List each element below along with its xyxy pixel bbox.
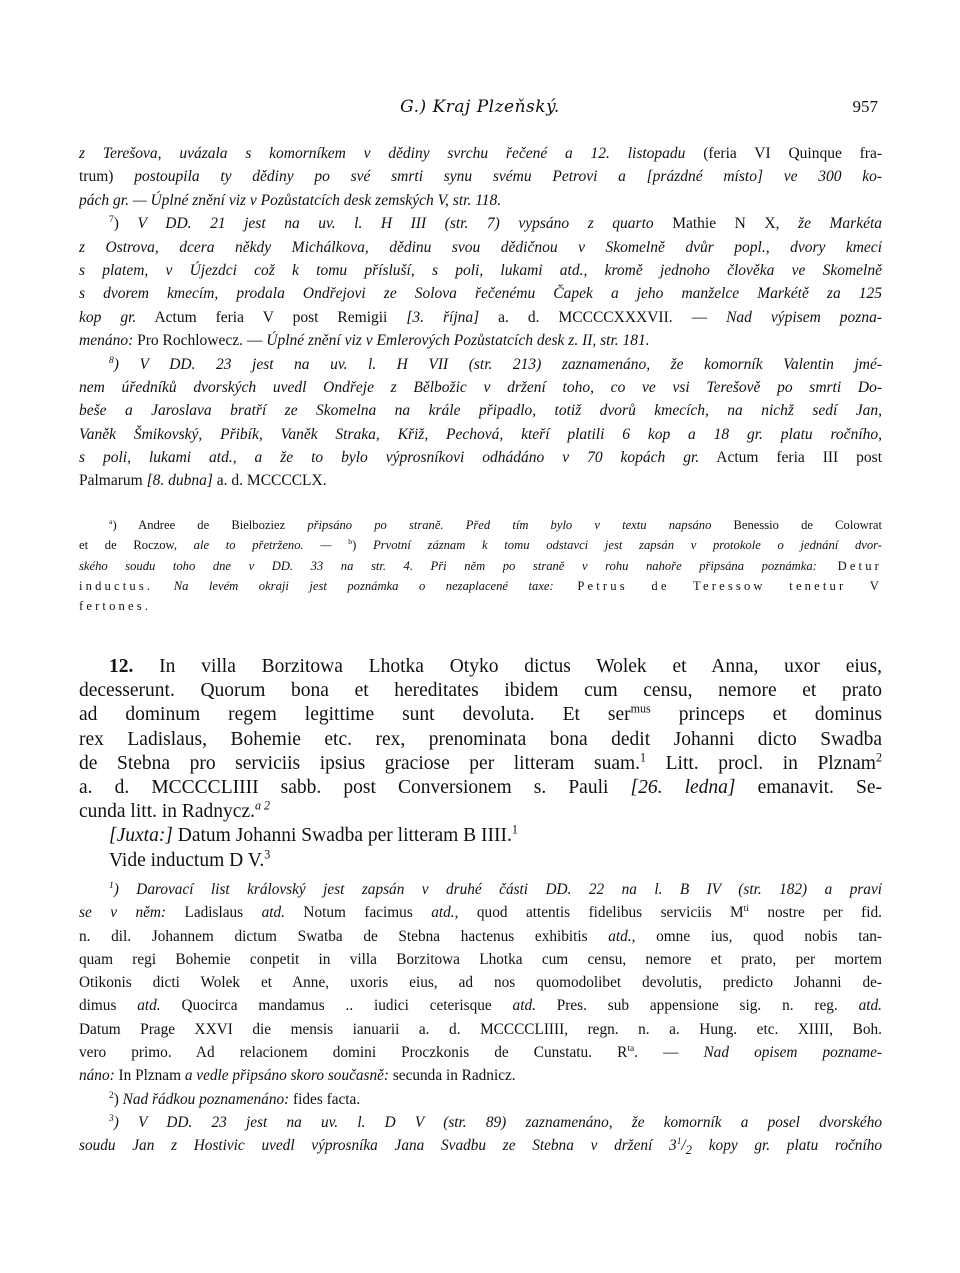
footnote-8: $^8$) V DD. 23 jest na uv. l. H VII (str. 213) zaznamenáno, že komorník Valentin jmé- — [109, 354, 882, 373]
entry-line: de Stebna pro serviciis ipsius graciose per litteram suam.$^1$ Litt. procl. in Plznam$^2$ — [79, 751, 882, 774]
footnote-line: beše a Jaroslava bratří ze Skomelna na krále připadlo, totiž dvorů kmecích, na nichž sedí Jan, — [79, 402, 882, 420]
apparatus-line: ského soudu toho dne v DD. 33 na str. 4. Při něm po straně v rohu nahoře připsána poznámka: Detur — [79, 558, 882, 573]
footnote-line: soudu Jan z Hostivic uvedl výprosníka Jana Svadbu ze Stebna v držení $3^1/_2$ kopy gr. platu ročního — [79, 1137, 882, 1158]
apparatus-notes — [79, 515, 882, 616]
footnotes-bottom — [79, 878, 882, 1158]
running-title: G.) Kraj Plzeňský. — [400, 97, 560, 117]
footnote-line: s dvorem kmecím, prodala Ondřejovi ze Solova řečenému Čapek a jeho manželce Markétě za 125 — [79, 285, 882, 303]
entry-line: a. d. MCCCCLIIII sabb. post Conversionem s. Pauli [26. ledna] emanavit. Se- — [79, 776, 882, 798]
entry-line: rex Ladislaus, Bohemie etc. rex, prenominata bona dedit Johanni dicto Swadba — [79, 728, 882, 750]
footnote-line: náno: In Plznam a vedle připsáno skoro současně: secunda in Radnicz. — [79, 1067, 516, 1085]
footnote-line: s platem, v Újezdci což k tomu přísluší, s poli, lukami atd., kromě jednoho člověka ve Skomelně — [79, 261, 882, 279]
footnotes-top — [79, 142, 882, 493]
page-number: 957 — [852, 97, 878, 116]
footnote-1: $^1$) Darovací list královský jest zapsán v druhé části DD. 22 na l. B IV (str. 182) a praví — [109, 880, 882, 898]
footnote-line: dimus atd. Quocirca mandamus .. iudici ceterisque atd. Pres. sub appensione sig. n. reg. atd. — [79, 997, 882, 1015]
footnote-line: n. dil. Johannem dictum Swatba de Stebna hactenus exhibitis atd., omne ius, quod nobis tan- — [79, 927, 882, 945]
page-header — [0, 97, 960, 121]
entry-line: decesserunt. Quorum bona et hereditates ibidem cum censu, nemore et prato — [79, 680, 882, 702]
footnote-7: $^7$) V DD. 21 jest na uv. l. H III (str. 7) vypsáno z quarto Mathie N X, že Markéta — [109, 214, 882, 233]
footnote-line: vero primo. Ad relacionem domini Proczkonis de Cunstatu. $R^{ta}$. — Nad opisem pozname- — [79, 1043, 882, 1062]
entry-number: 12. — [109, 656, 134, 677]
footnote-2: $^2$) Nad řádkou poznamenáno: fides facta. — [109, 1090, 361, 1108]
entry-12 — [79, 655, 882, 873]
entry-line: cunda litt. in Radnycz.$^{a 2}$ — [79, 800, 271, 823]
footnote-line: quam regi Bohemie conpetit in villa Borzitowa Lhotka cum censu, nemore et prato, per mortem — [79, 950, 882, 968]
footnote-3: $^3$) V DD. 23 jest na uv. l. D V (str. 89) zaznamenáno, že komorník a posel dvorského — [109, 1113, 882, 1131]
footnote-line: trum) postoupila ty dědiny po své smrti synu svému Petrovi a [prázdné místo] ve 300 ko- — [79, 168, 882, 186]
apparatus-line: inductus. Na levém okraji jest poznámka o nezaplacené taxe: Petrus de Teressow tenetur V — [79, 578, 882, 593]
footnote-line: pách gr. — Úplné znění viz v Pozůstatcích desk zemských V, str. 118. — [79, 191, 502, 209]
footnote-line: Otikonis dicti Wolek et Anne, uxoris eius, ad nos quomodolibet devolutis, predicto Johanni de- — [79, 974, 882, 992]
footnote-line: se v něm: Ladislaus atd. Notum facimus atd., quod attentis fidelibus serviciis $M^{ti}$ nostre per fid. — [79, 904, 882, 922]
apparatus-note-a: $^a$) Andree de Bielboziez připsáno po straně. Před tím bylo v textu napsáno Benessio de Colowrat — [109, 516, 882, 532]
footnote-line: kop gr. Actum feria V post Remigii [3. října] a. d. MCCCCXXXVII. — Nad výpisem pozna- — [79, 308, 882, 326]
entry-line: ad dominum regem legittime sunt devoluta. Et ser$^{mus}$ princeps et dominus — [79, 703, 882, 726]
entry-line: Vide inductum D V.$^3$ — [109, 848, 271, 871]
entry-line: 12. In villa Borzitowa Lhotka Otyko dictus Wolek et Anna, uxor eius, — [109, 656, 882, 677]
apparatus-line: fertones. — [79, 599, 152, 614]
footnote-line: Palmarum [8. dubna] a. d. MCCCCLX. — [79, 472, 327, 490]
footnote-line: menáno: Pro Rochlowecz. — Úplné znění viz v Emlerových Pozůstatcích desk z. II, str. 181. — [79, 332, 650, 350]
apparatus-note-b: et de Roczow, ale to přetrženo. — $^b$) Prvotní záznam k tomu odstavci jest zapsán v protokole o jednání dvor- — [79, 537, 882, 553]
footnote-line: Vaněk Šmikovský, Přibík, Vaněk Straka, Křiž, Pechová, kteří platili 6 kop a 18 gr. platu ročního, — [79, 425, 882, 443]
footnote-line: nem úředníků dvorských uvedl Ondřeje z Bělbožic v držení toho, co ve vsi Terešově po smrti Do- — [79, 378, 882, 396]
footnote-line: z Terešova, uvázala s komorníkem v dědiny svrchu řečené a 12. listopadu (feria VI Quinque fra- — [79, 145, 882, 162]
footnote-line: z Ostrova, dcera někdy Michálkova, dědinu svou dědičnou v Skomelně dvůr popl., dvory kmecí — [79, 238, 882, 256]
entry-line: [Juxta:] Datum Johanni Swadba per litteram B IIII.$^1$ — [109, 824, 518, 847]
footnote-line: s poli, lukami atd., a že to bylo výprosníkovi odhádáno v 70 kopách gr. Actum feria III post — [79, 449, 882, 467]
footnote-line: Datum Prage XXVI die mensis ianuarii a. d. MCCCCLIIII, regn. n. a. Hung. etc. XIIII, Boh. — [79, 1020, 882, 1038]
